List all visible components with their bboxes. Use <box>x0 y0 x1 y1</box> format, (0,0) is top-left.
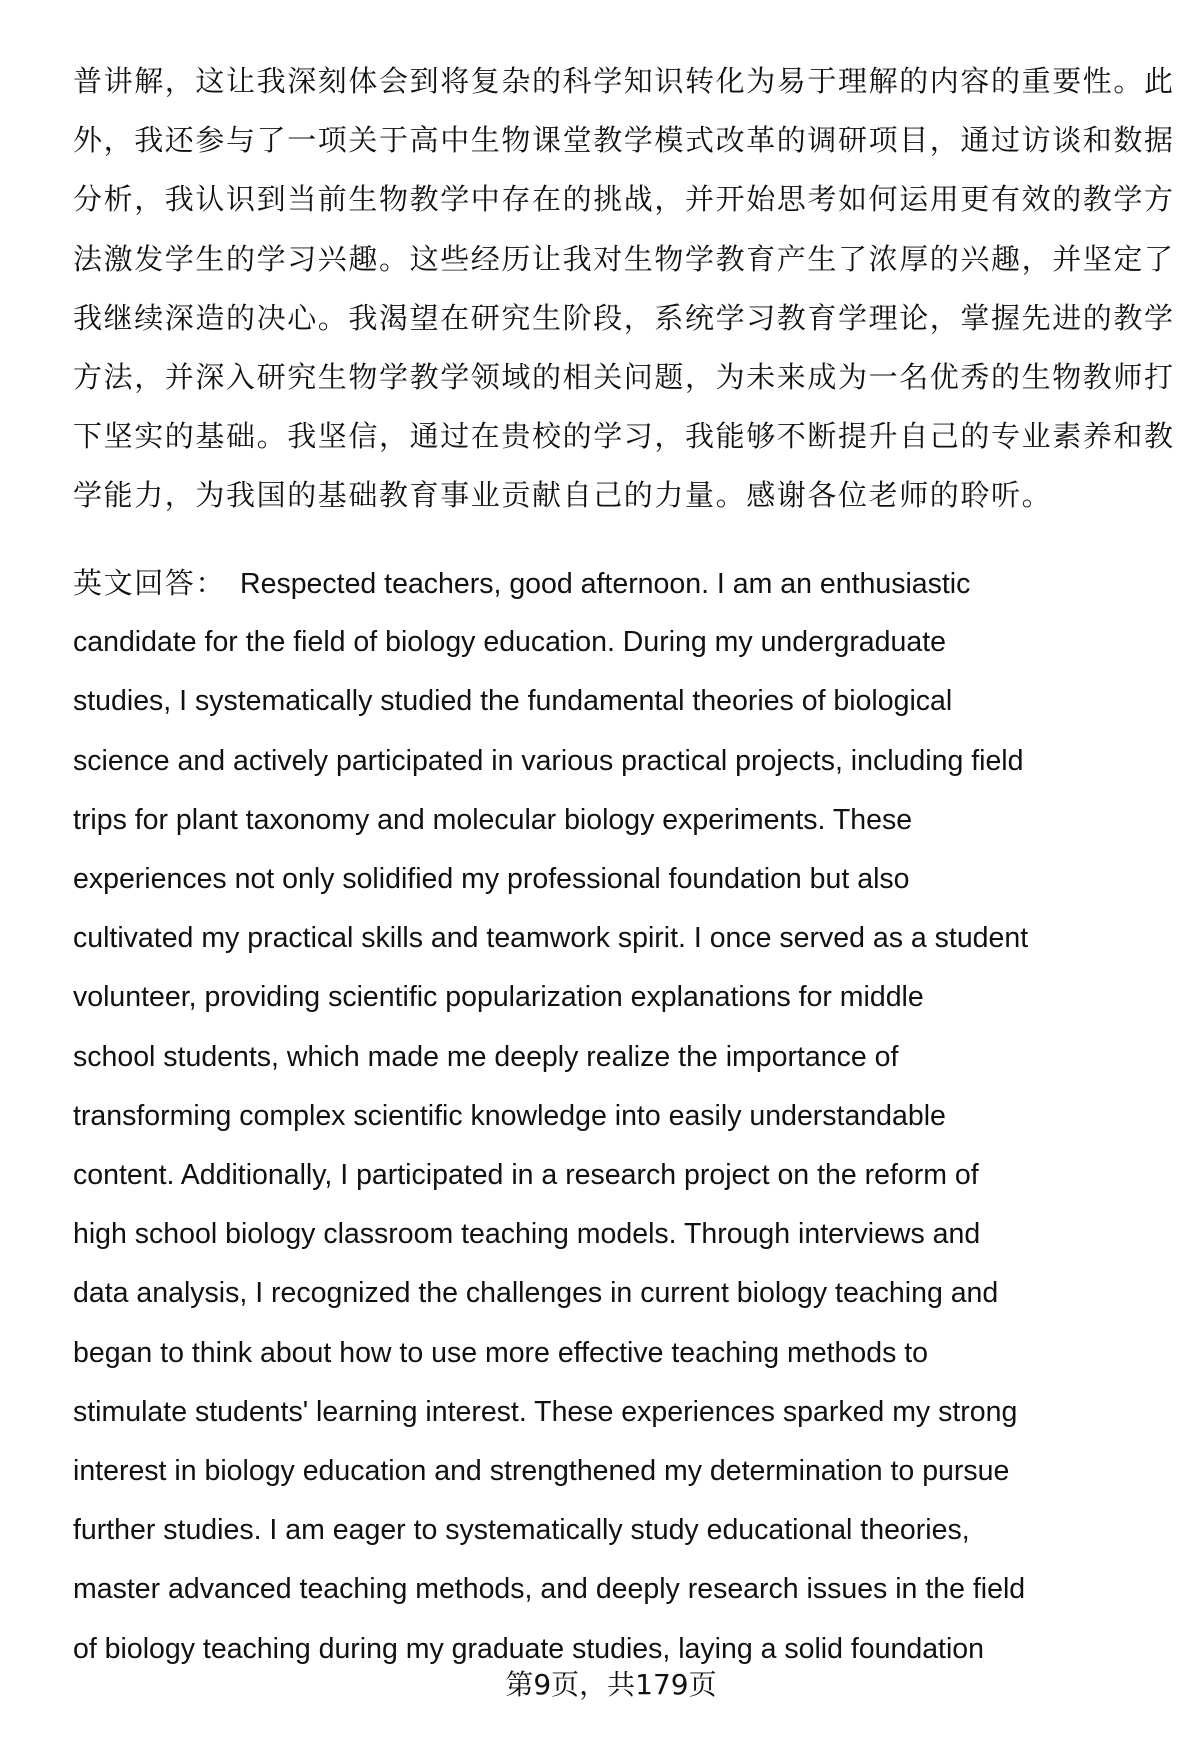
english-paragraph-line: began to think about how to use more effective teaching methods to <box>73 1336 929 1369</box>
chinese-paragraph-line: 法激发学生的学习兴趣。这些经历让我对生物学教育产生了浓厚的兴趣，并坚定了 <box>73 241 1175 276</box>
english-paragraph-line: content. Additionally, I participated in a research project on the reform of <box>73 1159 979 1191</box>
english-paragraph-line: further studies. I am eager to systematically study educational theories, <box>73 1514 970 1547</box>
english-paragraph-line: stimulate students' learning interest. These experiences sparked my strong <box>73 1395 1018 1428</box>
english-paragraph-line: experiences not only solidified my professional foundation but also <box>73 863 910 895</box>
english-paragraph-line: trips for plant taxonomy and molecular biology experiments. These <box>73 803 913 836</box>
english-paragraph-line: studies, I systematically studied the fundamental theories of biological <box>73 685 953 718</box>
english-paragraph-line: cultivated my practical skills and teamwork spirit. I once served as a student <box>73 922 1029 955</box>
chinese-paragraph-line: 外，我还参与了一项关于高中生物课堂教学模式改革的调研项目，通过访谈和数据 <box>73 123 1175 158</box>
english-paragraph-line: school students, which made me deeply realize the importance of <box>73 1040 899 1073</box>
english-paragraph-line: transforming complex scientific knowledge into easily understandable <box>73 1099 946 1132</box>
english-paragraph-line: science and actively participated in various practical projects, including field <box>73 744 1024 777</box>
english-paragraph-line: volunteer, providing scientific popularization explanations for middle <box>73 981 924 1014</box>
chinese-paragraph-line: 方法，并深入研究生物学教学领域的相关问题，为未来成为一名优秀的生物教师打 <box>73 360 1175 394</box>
page-number-footer: 第9页，共179页 <box>505 1668 717 1701</box>
chinese-paragraph-line: 普讲解，这让我深刻体会到将复杂的科学知识转化为易于理解的内容的重要性。此 <box>73 64 1175 98</box>
english-paragraph-line: high school biology classroom teaching models. Through interviews and <box>73 1218 981 1251</box>
chinese-paragraph-line: 我继续深造的决心。我渴望在研究生阶段，系统学习教育学理论，掌握先进的教学 <box>73 300 1175 335</box>
english-paragraph-line: candidate for the field of biology education. During my undergraduate <box>73 626 946 659</box>
english-paragraph-line: interest in biology education and strengthened my determination to pursue <box>73 1455 1010 1487</box>
chinese-paragraph-line: 分析，我认识到当前生物教学中存在的挑战，并开始思考如何运用更有效的教学方 <box>73 182 1175 217</box>
english-paragraph-line <box>73 563 970 604</box>
english-paragraph-line: data analysis, I recognized the challenges in current biology teaching and <box>73 1277 999 1310</box>
english-answer-label: 英文回答： <box>73 566 227 600</box>
english-paragraph-line: master advanced teaching methods, and deeply research issues in the field <box>73 1573 1026 1606</box>
english-line-text: Respected teachers, good afternoon. I am an enthusiastic <box>240 568 971 600</box>
english-paragraph-line: of biology teaching during my graduate studies, laying a solid foundation <box>73 1632 985 1665</box>
chinese-paragraph-line: 下坚实的基础。我坚信，通过在贵校的学习，我能够不断提升自己的专业素养和教 <box>73 419 1175 454</box>
chinese-paragraph-line: 学能力，为我国的基础教育事业贡献自己的力量。感谢各位老师的聆听。 <box>73 478 1053 513</box>
